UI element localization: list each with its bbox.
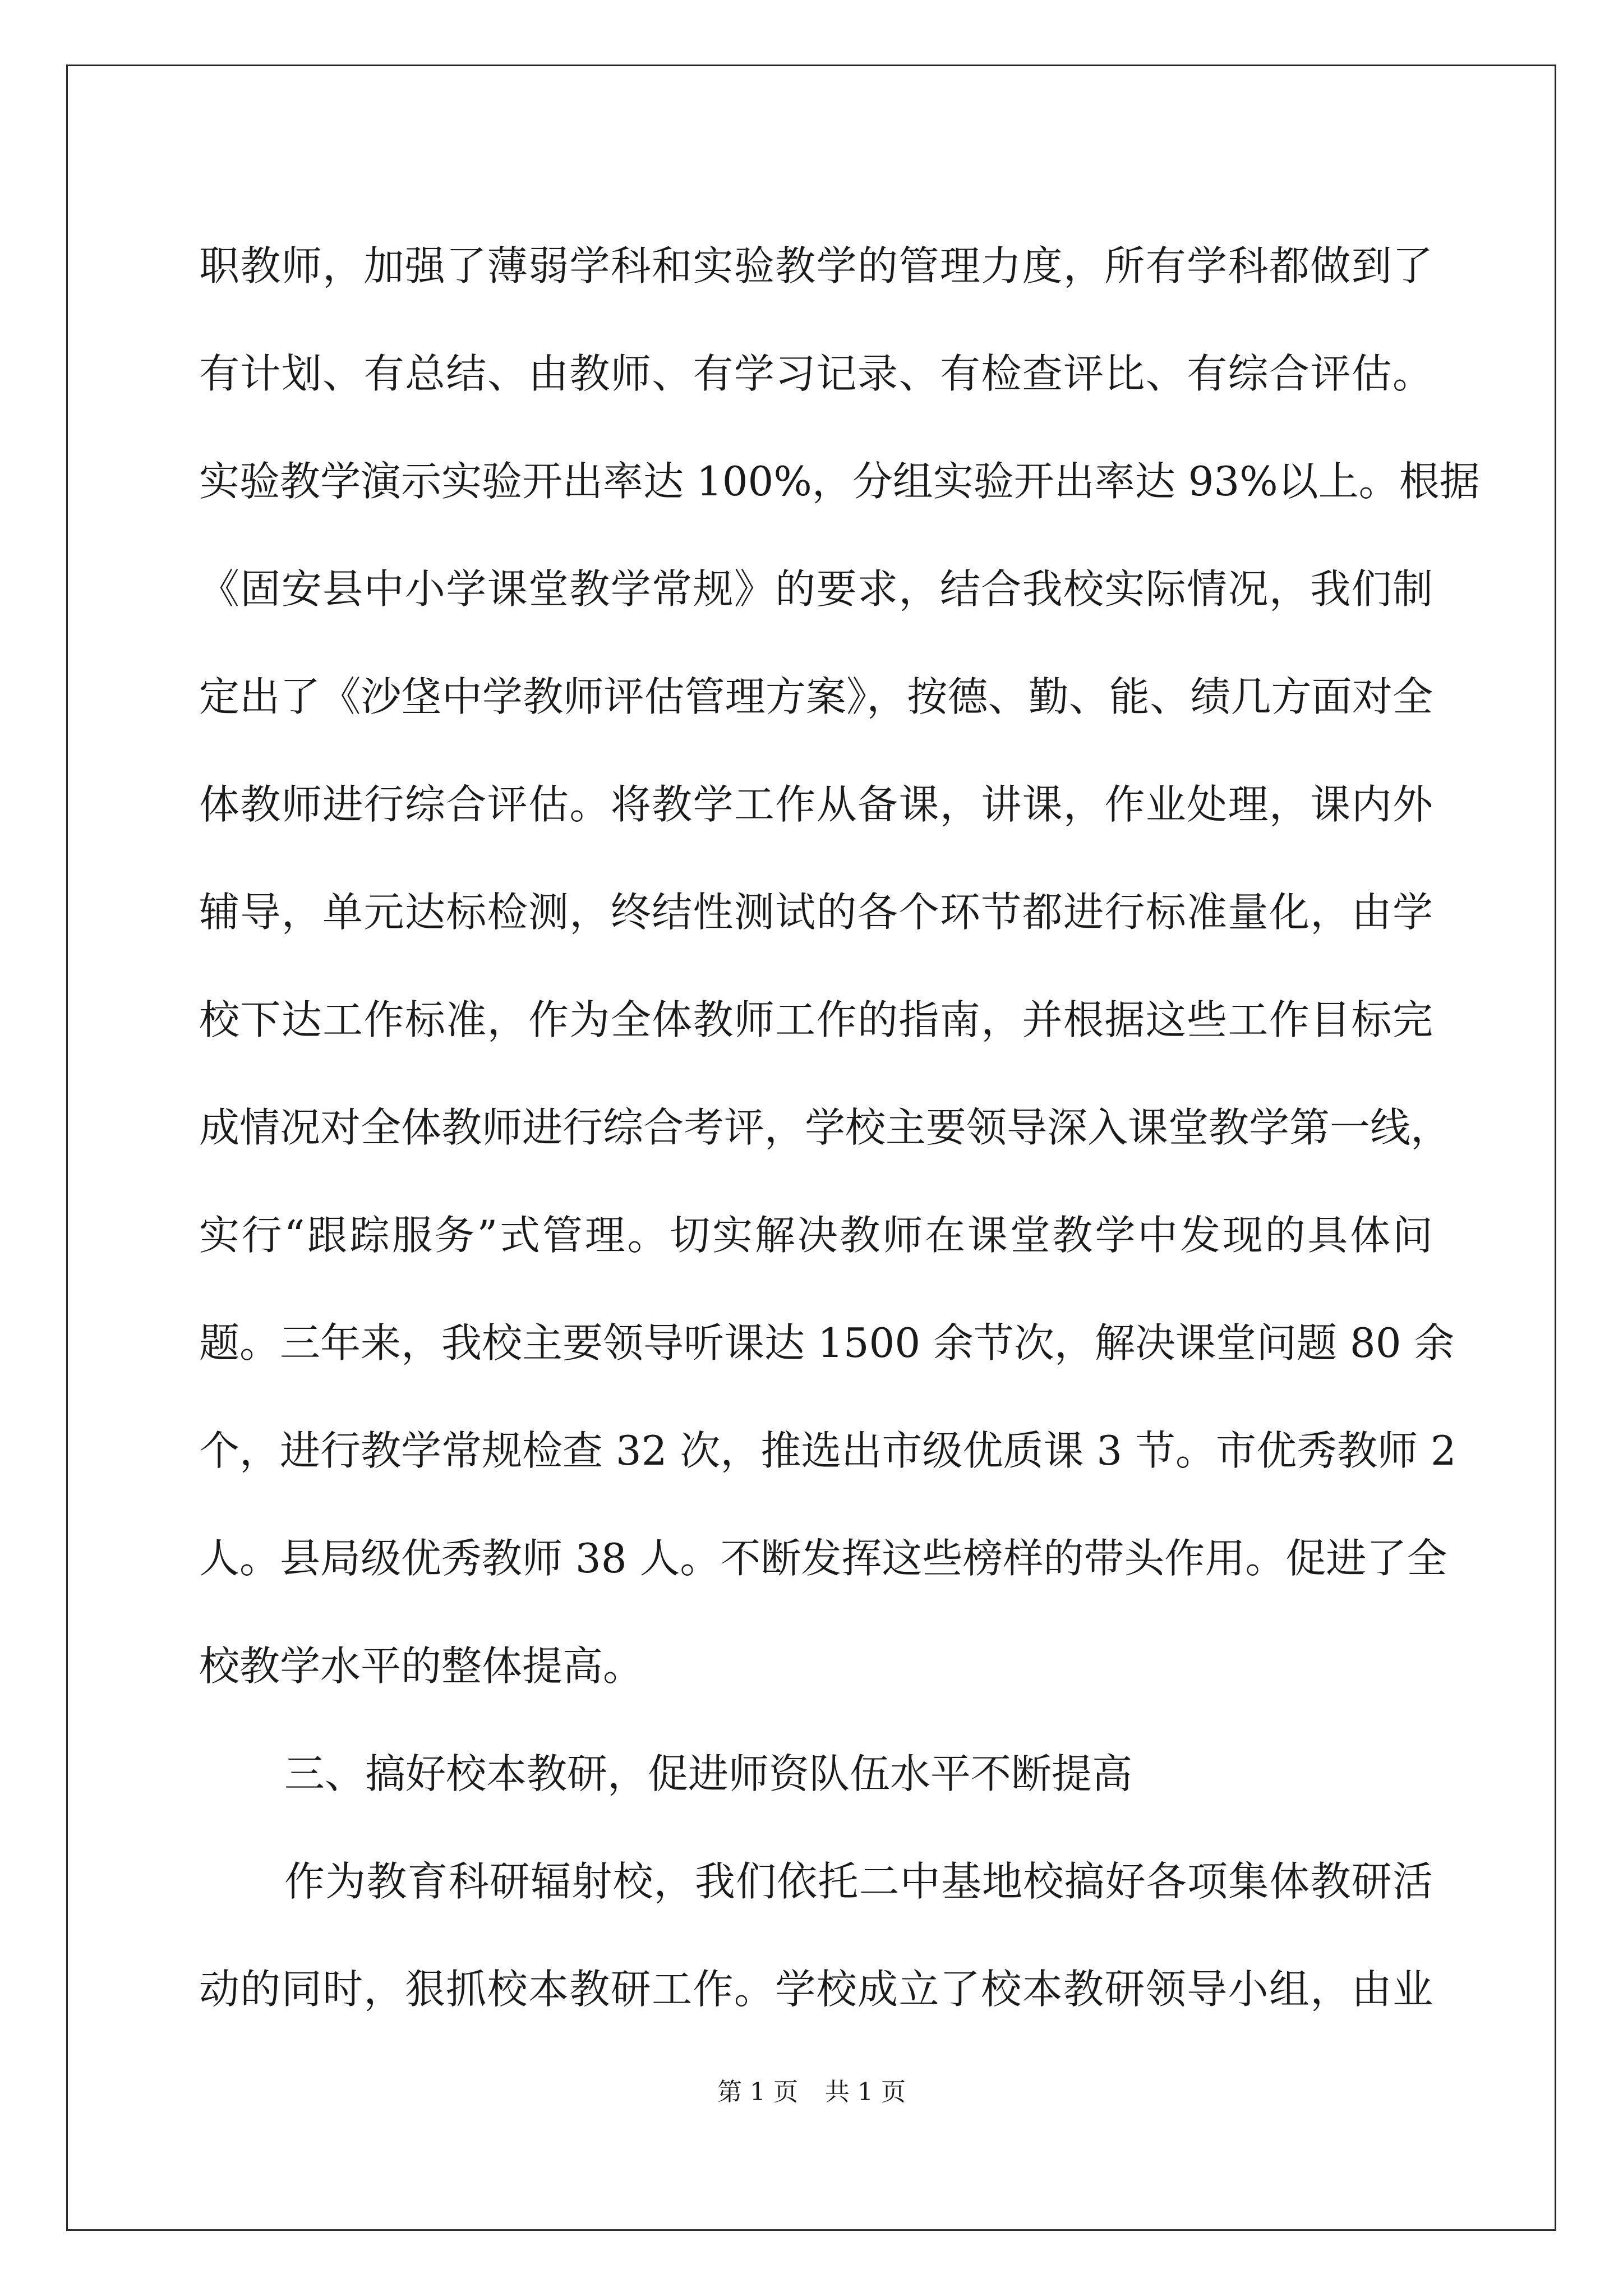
section-heading: 三、搞好校本教研，促进师资队伍水平不断提高 <box>284 1750 1133 1797</box>
page-number: 第 1 页 <box>717 2078 798 2106</box>
text-line: 动的同时，狠抓校本教研工作。学校成立了校本教研领导小组，由业 <box>199 1966 1433 2013</box>
text-line: 体教师进行综合评估。将教学工作从备课，讲课，作业处理，课内外 <box>199 781 1433 828</box>
text-line: 个，进行教学常规检查 32 次，推选出市级优质课 3 节。市优秀教师 2 <box>199 1427 1456 1474</box>
page-total: 共 1 页 <box>825 2078 906 2106</box>
text-line: 定出了《沙垡中学教师评估管理方案》，按德、勤、能、绩几方面对全 <box>199 673 1433 720</box>
text-line: 成情况对全体教师进行综合考评，学校主要领导深入课堂教学第一线， <box>199 1104 1451 1151</box>
document-body <box>199 212 1480 2043</box>
paragraph-end-line: 校教学水平的整体提高。 <box>199 1642 644 1690</box>
text-line: 实验教学演示实验开出率达 100%，分组实验开出率达 93%以上。根据 <box>199 458 1480 505</box>
text-line: 辅导，单元达标检测，终结性测试的各个环节都进行标准量化，由学 <box>199 889 1433 936</box>
text-line: 作为教育科研辐射校，我们依托二中基地校搞好各项集体教研活 <box>284 1858 1433 1905</box>
text-line: 有计划、有总结、由教师、有学习记录、有检查评比、有综合评估。 <box>199 350 1433 397</box>
text-line: 校下达工作标准，作为全体教师工作的指南，并根据这些工作目标完 <box>199 996 1433 1043</box>
page-footer <box>0 2076 1623 2109</box>
text-line: 职教师，加强了薄弱学科和实验教学的管理力度，所有学科都做到了 <box>199 242 1433 289</box>
text-line: 《固安县中小学课堂教学常规》的要求，结合我校实际情况，我们制 <box>199 565 1433 613</box>
text-line: 题。三年来，我校主要领导听课达 1500 余节次，解决课堂问题 80 余 <box>199 1319 1455 1366</box>
text-line: 人。县局级优秀教师 38 人。不断发挥这些榜样的带头作用。促进了全 <box>199 1535 1447 1582</box>
text-line: 实行“跟踪服务”式管理。切实解决教师在课堂教学中发现的具体问 <box>199 1212 1433 1259</box>
